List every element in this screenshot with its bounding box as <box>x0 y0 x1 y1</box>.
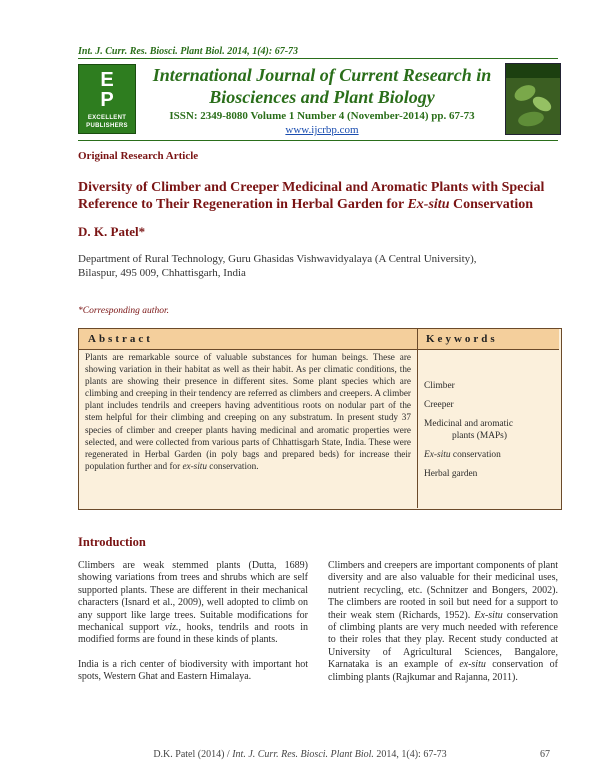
journal-cover-image <box>505 63 561 135</box>
article-title <box>78 179 558 213</box>
introduction-heading: Introduction <box>78 535 146 549</box>
page-number: 67 <box>540 749 550 760</box>
article-type: Original Research Article <box>78 150 199 162</box>
cover-band <box>506 64 560 78</box>
keyword-item: Creeper <box>424 400 454 410</box>
keyword-italic: Ex-situ <box>424 450 451 460</box>
keyword-item-cont: plants (MAPs) <box>452 431 507 441</box>
publisher-logo <box>78 64 136 134</box>
author-name: D. K. Patel* <box>78 224 146 239</box>
abstract-keywords-divider <box>417 329 418 508</box>
intro-text: hooks, tendrils and roots in modified forms are found in these kinds of plants. <box>78 622 308 646</box>
logo-caption-2: PUBLISHERS <box>86 123 128 129</box>
intro-left-column <box>78 560 308 684</box>
keyword-item: Herbal garden <box>424 469 478 479</box>
corresponding-author-note: *Corresponding author. <box>78 306 169 316</box>
author-affiliation <box>78 252 548 280</box>
affiliation-line-2: Bilaspur, 495 009, Chhattisgarh, India <box>78 267 246 279</box>
intro-text: conservation of climbing plants are very much needed with reference to their roles that they play. Recent study conducted at University of Agricultural Sciences, Bangalore, Karnataka is an example of <box>328 609 558 671</box>
intro-italic: viz., <box>164 622 181 634</box>
abstract-body: Plants are remarkable source of valuable substances for human beings. These are showing variation in their habitat as well as their habit. As per climatic conditions, the plants are showing their presence in different sites. Some plant species which are climbing and creeping in their tendency are referred as climbers and creepers. A climber plant includes tendrils and creepers having adventitious roots on nodular part of the stem helpful for their climbing and creeping on any substratum. In present study 37 species of climber and creeper plants having medicinal and aromatic properties were selected, and were collected from various parts of Chhattisgarh State, India. These were regenerated in Herbal Garden (in poly bags and prepared beds) for increase their population further and for <box>85 352 411 471</box>
journal-citation: Int. J. Curr. Res. Biosci. Plant Biol. 2014, 1(4): 67-73 <box>78 46 299 57</box>
intro-right-column <box>328 560 558 684</box>
keyword-item: Climber <box>424 381 455 391</box>
abstract-italic: ex-situ <box>182 460 207 471</box>
footer-italic: Int. J. Curr. Res. Biosci. Plant Biol. <box>232 749 374 760</box>
article-title-italic: Ex-situ <box>407 197 450 212</box>
abstract-text <box>85 351 411 472</box>
journal-title-line-2: Biosciences and Plant Biology <box>209 87 435 107</box>
intro-text: conservation of climbing plants (Rajkumar and Rajanna, 2011). <box>328 659 558 683</box>
keyword-item: Medicinal and aromatic <box>424 419 514 429</box>
journal-title <box>146 64 498 108</box>
footer-text: D.K. Patel (2014) / <box>153 749 233 760</box>
article-title-end: Conservation <box>449 197 534 212</box>
intro-paragraph <box>328 560 558 684</box>
footer-citation <box>150 749 450 760</box>
affiliation-line-1: Department of Rural Technology, Guru Ghasidas Vishwavidyalaya (A Central University), <box>78 253 477 265</box>
intro-italic: ex-situ <box>459 659 486 671</box>
cover-leaf <box>517 110 545 128</box>
intro-paragraph <box>78 560 308 647</box>
header-rule-top <box>78 58 558 59</box>
keywords-heading: Keywords <box>426 333 498 345</box>
issn-line: ISSN: 2349-8080 Volume 1 Number 4 (November-2014) pp. 67-73 <box>169 110 475 122</box>
keyword-rest: conservation <box>450 450 501 460</box>
keyword-item <box>424 449 554 461</box>
header-rule-bottom <box>78 140 558 141</box>
abstract-heading: Abstract <box>88 333 153 345</box>
intro-italic: Ex-situ <box>474 609 503 621</box>
journal-url-link[interactable]: www.ijcrbp.com <box>285 124 359 136</box>
intro-text: Climbers are weak stemmed plants (Dutta, 1689) showing variations from trees and shrubs which are self supported plants. These are different in their mechanical characters (Isnard et al., 2009), well adopted to climb on any support like large trees. Suitable modifications for mechanical support <box>78 560 308 634</box>
intro-text: Climbers and creepers are important components of plant diversity and are also valuable for their medicinal uses, nutrient recycling, etc. (Schnitzer and Bongers, 2002). The climbers are rooted in soil but need for a support to their weak stem (Richards, 1952). <box>328 560 558 621</box>
intro-paragraph: India is a rich center of biodiversity with important hot spots, Western Ghat and Eastern Himalaya. <box>78 658 308 683</box>
logo-letter-e: E <box>100 69 114 91</box>
abstract-end: conservation. <box>206 460 259 471</box>
journal-title-line-1: International Journal of Current Research in <box>152 65 492 85</box>
article-title-text: Diversity of Climber and Creeper Medicinal and Aromatic Plants with Special Reference to Their Regeneration in Herbal Garden for <box>78 180 545 212</box>
logo-letter-p: P <box>100 89 114 111</box>
footer-text: 2014, 1(4): 67-73 <box>373 749 447 760</box>
logo-caption-1: EXCELLENT <box>87 115 127 121</box>
